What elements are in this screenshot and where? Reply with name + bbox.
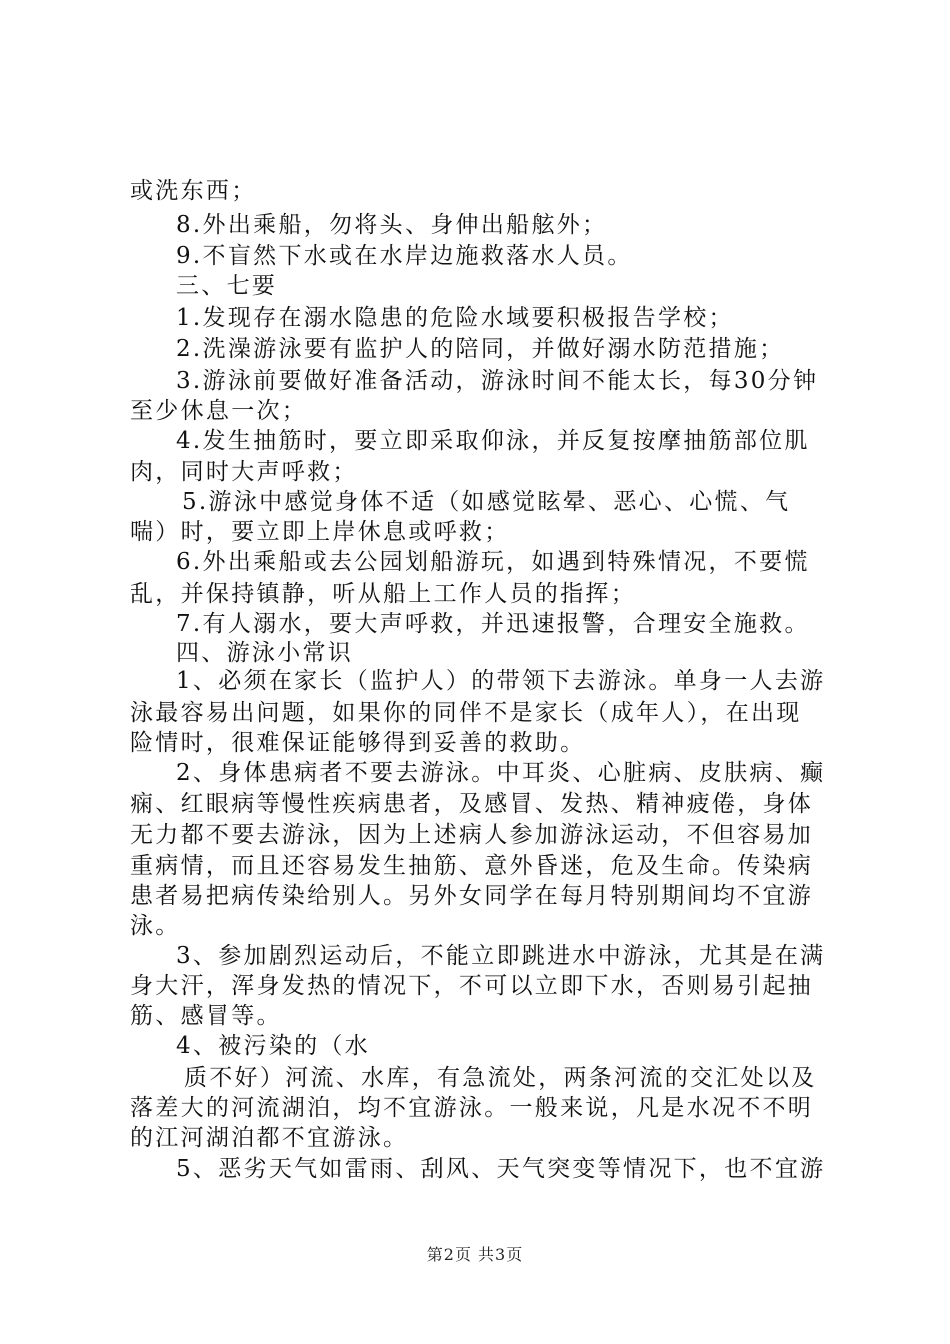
page-number-footer: 第2页 共3页 — [426, 1245, 524, 1264]
text-line-3: 9.不盲然下水或在水岸边施救落水人员。 — [176, 243, 633, 269]
text-line-33: 5、恶劣天气如雷雨、刮风、天气突变等情况下，也不宜游 — [176, 1156, 826, 1182]
text-line-26: 3、参加剧烈运动后，不能立即跳进水中游泳，尤其是在满 — [176, 943, 826, 969]
text-line-8: 至少休息一次； — [130, 398, 308, 424]
text-line-5: 1.发现存在溺水隐患的危险水域要积极报告学校； — [176, 305, 734, 331]
section-heading-seven-musts: 三、七要 — [176, 273, 278, 299]
text-line-12: 喘）时，要立即上岸休息或呼救； — [130, 519, 510, 545]
text-line-10: 肉，同时大声呼救； — [130, 459, 358, 485]
text-line-31: 落差大的河流湖泊，均不宜游泳。一般来说，凡是水况不不明 — [130, 1095, 814, 1121]
text-line-28: 筋、感冒等。 — [130, 1003, 282, 1029]
text-line-11: 5.游泳中感觉身体不适（如感觉眩晕、恶心、心慌、气 — [182, 489, 791, 515]
text-line-23: 重病情，而且还容易发生抽筋、意外昏迷，危及生命。传染病 — [130, 853, 814, 879]
text-line-32: 的江河湖泊都不宜游泳。 — [130, 1125, 409, 1151]
section-heading-swimming-tips: 四、游泳小常识 — [176, 640, 354, 666]
text-line-9: 4.发生抽筋时，要立即采取仰泳，并反复按摩抽筋部位肌 — [176, 428, 810, 454]
text-line-18: 泳最容易出问题，如果你的同伴不是家长（成年人），在出现 — [130, 700, 802, 726]
text-line-19: 险情时，很难保证能够得到妥善的救助。 — [130, 730, 586, 756]
text-line-1: 或洗东西； — [130, 178, 257, 204]
text-line-14: 乱，并保持镇静，听从船上工作人员的指挥； — [130, 581, 636, 607]
text-line-6: 2.洗澡游泳要有监护人的陪同，并做好溺水防范措施； — [176, 336, 785, 362]
text-line-13: 6.外出乘船或去公园划船游玩，如遇到特殊情况，不要慌 — [176, 549, 810, 575]
text-line-30: 质不好）河流、水库，有急流处，两条河流的交汇处以及 — [184, 1065, 817, 1091]
text-line-27: 身大汗，浑身发热的情况下，不可以立即下水，否则易引起抽 — [130, 973, 814, 999]
text-line-15: 7.有人溺水，要大声呼救，并迅速报警，合理安全施救。 — [176, 611, 810, 637]
text-line-24: 患者易把病传染给别人。另外女同学在每月特别期间均不宜游 — [130, 883, 814, 909]
text-line-17: 1、必须在家长（监护人）的带领下去游泳。单身一人去游 — [176, 668, 826, 694]
text-line-29: 4、被污染的（水 — [176, 1033, 371, 1059]
text-line-25: 泳。 — [130, 913, 181, 939]
text-line-7: 3.游泳前要做好准备活动，游泳时间不能太长，每30分钟 — [176, 368, 819, 394]
text-line-21: 痫、红眼病等慢性疾病患者，及感冒、发热、精神疲倦，身体 — [130, 791, 814, 817]
text-line-22: 无力都不要去游泳，因为上述病人参加游泳运动，不但容易加 — [130, 822, 814, 848]
text-line-20: 2、身体患病者不要去游泳。中耳炎、心脏病、皮肤病、癫 — [176, 760, 826, 786]
text-line-2: 8.外出乘船，勿将头、身伸出船舷外； — [176, 212, 608, 238]
